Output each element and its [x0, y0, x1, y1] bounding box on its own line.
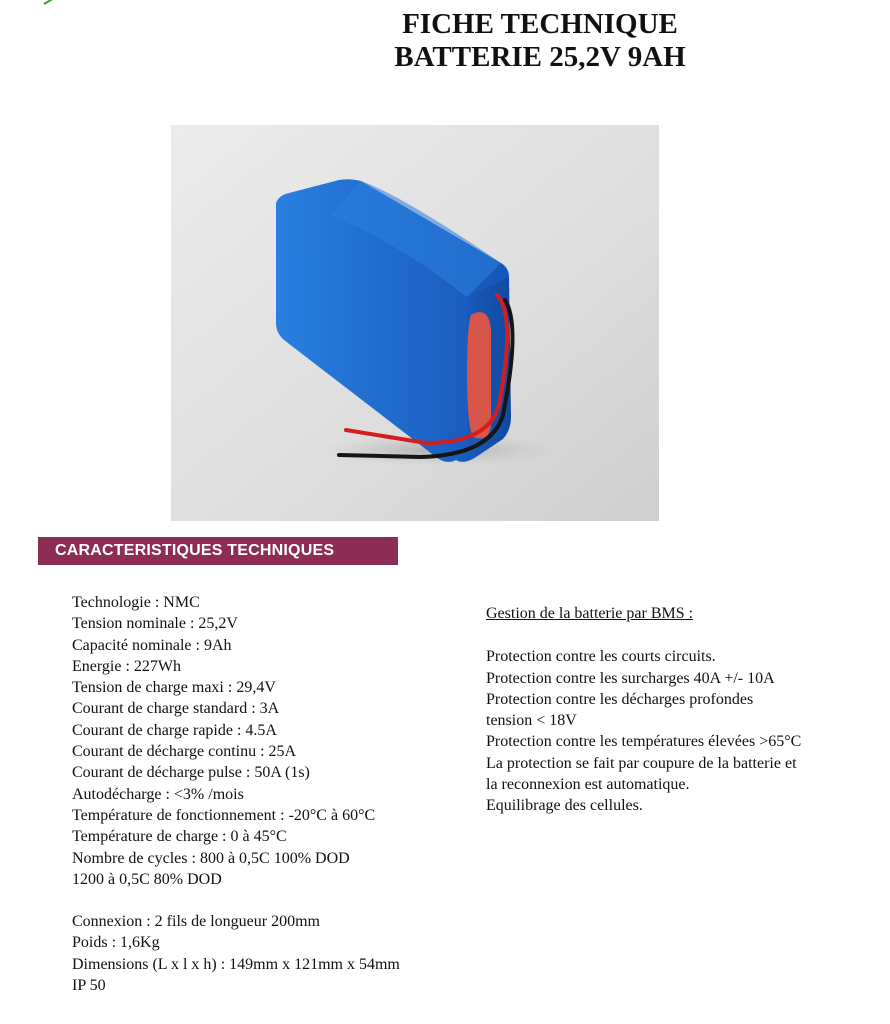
bms-heading: Gestion de la batterie par BMS : — [486, 605, 694, 622]
spec-line: Température de charge : 0 à 45°C — [72, 828, 287, 846]
spec-line: Energie : 227Wh — [72, 657, 182, 675]
bms-line: Protection contre les décharges profondes — [486, 690, 754, 708]
spec-line: Autodécharge : <3% /mois — [72, 785, 244, 803]
bms-line: La protection se fait par coupure de la batterie et — [486, 754, 797, 772]
section-banner: CARACTERISTIQUES TECHNIQUES — [38, 537, 398, 565]
spec-line: Courant de décharge pulse : 50A (1s) — [72, 764, 310, 782]
bms-line: Protection contre les températures élevées >65°C — [486, 733, 802, 751]
title-line-2: BATTERIE 25,2V 9AH — [394, 41, 686, 73]
battery-pack-photo — [171, 125, 659, 521]
spec-line: IP 50 — [72, 977, 106, 995]
spec-line: Capacité nominale : 9Ah — [72, 636, 232, 654]
spec-line: Dimensions (L x l x h) : 149mm x 121mm x 54mm — [72, 955, 400, 973]
bms-line: Protection contre les surcharges 40A +/- 10A — [486, 669, 775, 687]
page-title — [330, 8, 750, 74]
spec-line: Tension de charge maxi : 29,4V — [72, 679, 276, 697]
title-line-1: FICHE TECHNIQUE — [402, 8, 678, 40]
spec-line: Poids : 1,6Kg — [72, 934, 160, 952]
spec-line: Nombre de cycles : 800 à 0,5C 100% DOD — [72, 849, 350, 867]
spec-line: Courant de charge rapide : 4.5A — [72, 721, 277, 739]
specs-list — [72, 592, 472, 996]
spacer — [72, 890, 472, 911]
bms-line: tension < 18V — [486, 712, 577, 730]
spec-line: Tension nominale : 25,2V — [72, 615, 238, 633]
spec-line: Technologie : NMC — [72, 594, 200, 611]
spec-line: Connexion : 2 fils de longueur 200mm — [72, 913, 320, 931]
spec-line: Courant de charge standard : 3A — [72, 700, 280, 718]
logo-fragment-icon — [40, 0, 80, 8]
bms-line: Equilibrage des cellules. — [486, 797, 643, 815]
bms-line: Protection contre les courts circuits. — [486, 648, 716, 666]
spec-line: 1200 à 0,5C 80% DOD — [72, 870, 222, 888]
spacer — [486, 624, 876, 646]
bms-line: la reconnexion est automatique. — [486, 776, 690, 794]
bms-section — [486, 603, 876, 817]
spec-line: Température de fonctionnement : -20°C à 60°C — [72, 806, 376, 824]
spec-line: Courant de décharge continu : 25A — [72, 743, 297, 761]
